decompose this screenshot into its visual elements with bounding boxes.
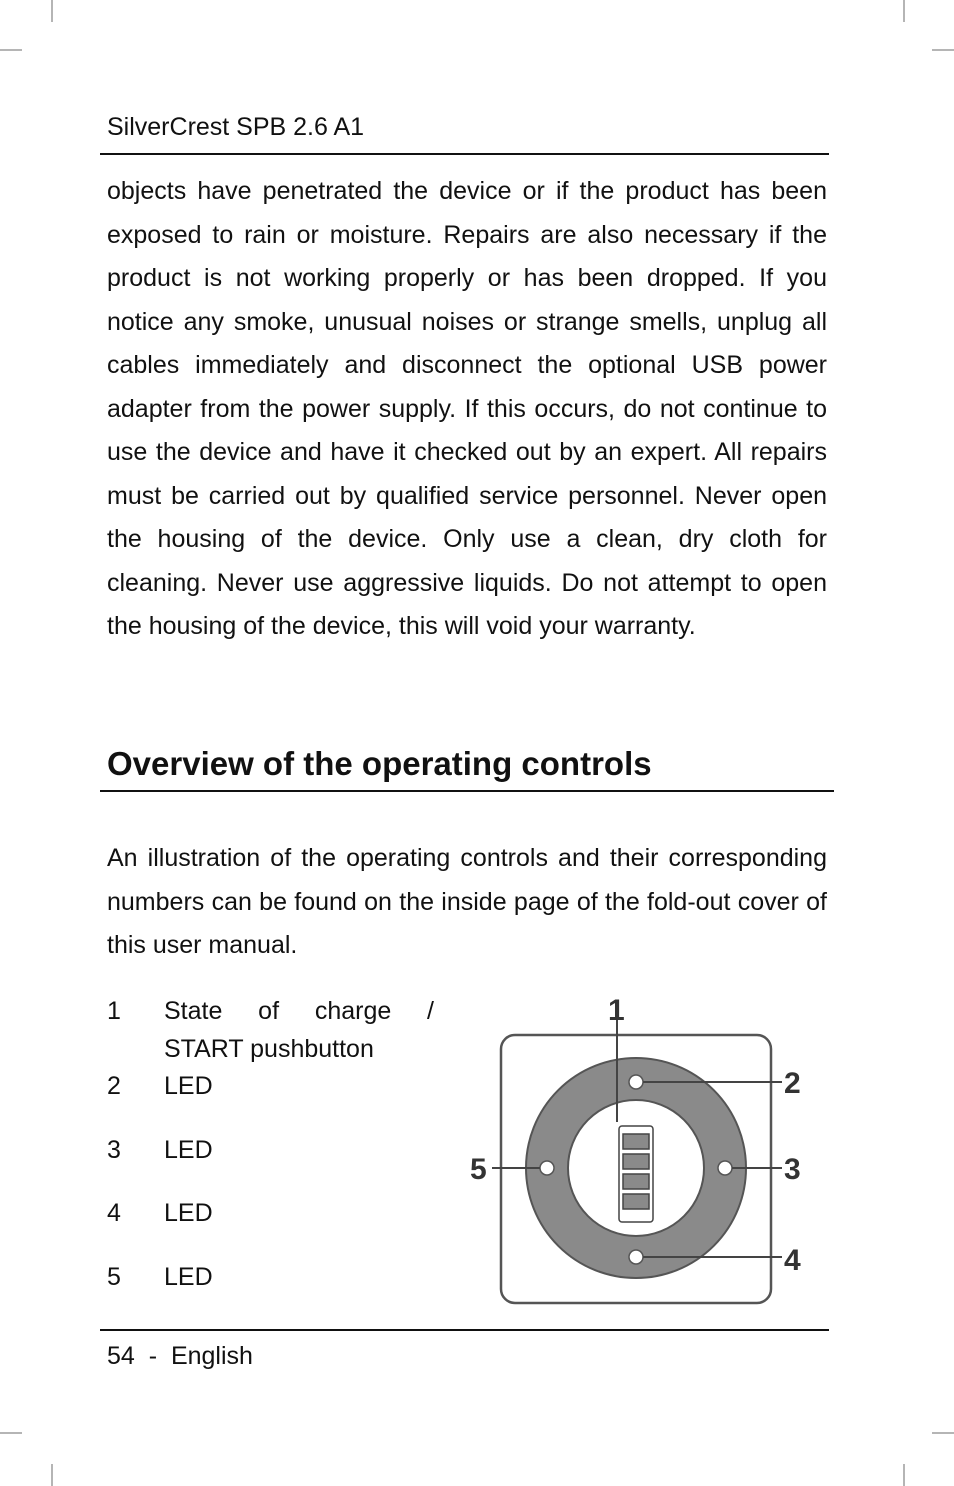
legend-number: 4 [107,1199,121,1227]
led-4 [629,1250,643,1264]
crop-mark [0,1432,22,1434]
crop-mark [0,49,22,51]
callout-label: 5 [470,1153,487,1186]
legend-label: LED [164,1072,213,1100]
legend-number: 1 [107,997,121,1025]
led-3 [718,1161,732,1175]
legend-number: 5 [107,1263,121,1291]
crop-mark [903,0,905,22]
callout-label: 2 [784,1067,801,1100]
page-footer [107,1340,253,1372]
callout-label: 1 [608,994,625,1027]
page-number: 54 [107,1342,135,1370]
footer-rule [100,1329,829,1331]
callout-label: 3 [784,1153,801,1186]
crop-mark [932,1432,954,1434]
controls-illustration [460,990,840,1310]
paragraph-intro: An illustration of the operating controls and their corresponding numbers can be found on the inside page of the fold-out cover of this user manual. [107,844,827,959]
legend-label: START pushbutton [164,1035,374,1063]
led-5 [540,1161,554,1175]
callout-label: 4 [784,1244,801,1277]
legend-label: State of charge / [164,997,434,1025]
battery-icon [619,1126,653,1222]
header-rule [100,153,829,155]
legend-label: LED [164,1263,213,1291]
section-title: Overview of the operating controls [107,745,652,782]
crop-mark [51,1464,53,1486]
legend-label: LED [164,1199,213,1227]
crop-mark [932,49,954,51]
led-2 [629,1075,643,1089]
section-rule [100,790,834,792]
device-diagram [460,990,840,1310]
footer-language: English [170,1342,253,1370]
crop-mark [51,0,53,22]
crop-mark [903,1464,905,1486]
legend-number: 2 [107,1072,121,1100]
running-head: SilverCrest SPB 2.6 A1 [107,113,365,141]
paragraph-safety: objects have penetrated the device or if the product has been exposed to rain or moisture. Repairs are also necessary if the product is not working properly or has been dropped. If you notice any smoke, unusual noises or strange smells, unplug all cables immediately and disconnect the optional USB power adapter from the power supply. If this occurs, do not continue to use the device and have it checked out by an expert. All repairs must be carried out by qualified service personnel. Never open the housing of the device. Only use a clean, dry cloth for cleaning. Never use aggressive liquids. Do not attempt to open the housing of the device, this will void your warranty. [107,177,827,640]
legend-number: 3 [107,1136,121,1164]
legend-label: LED [164,1136,213,1164]
footer-separator: - [148,1342,158,1370]
